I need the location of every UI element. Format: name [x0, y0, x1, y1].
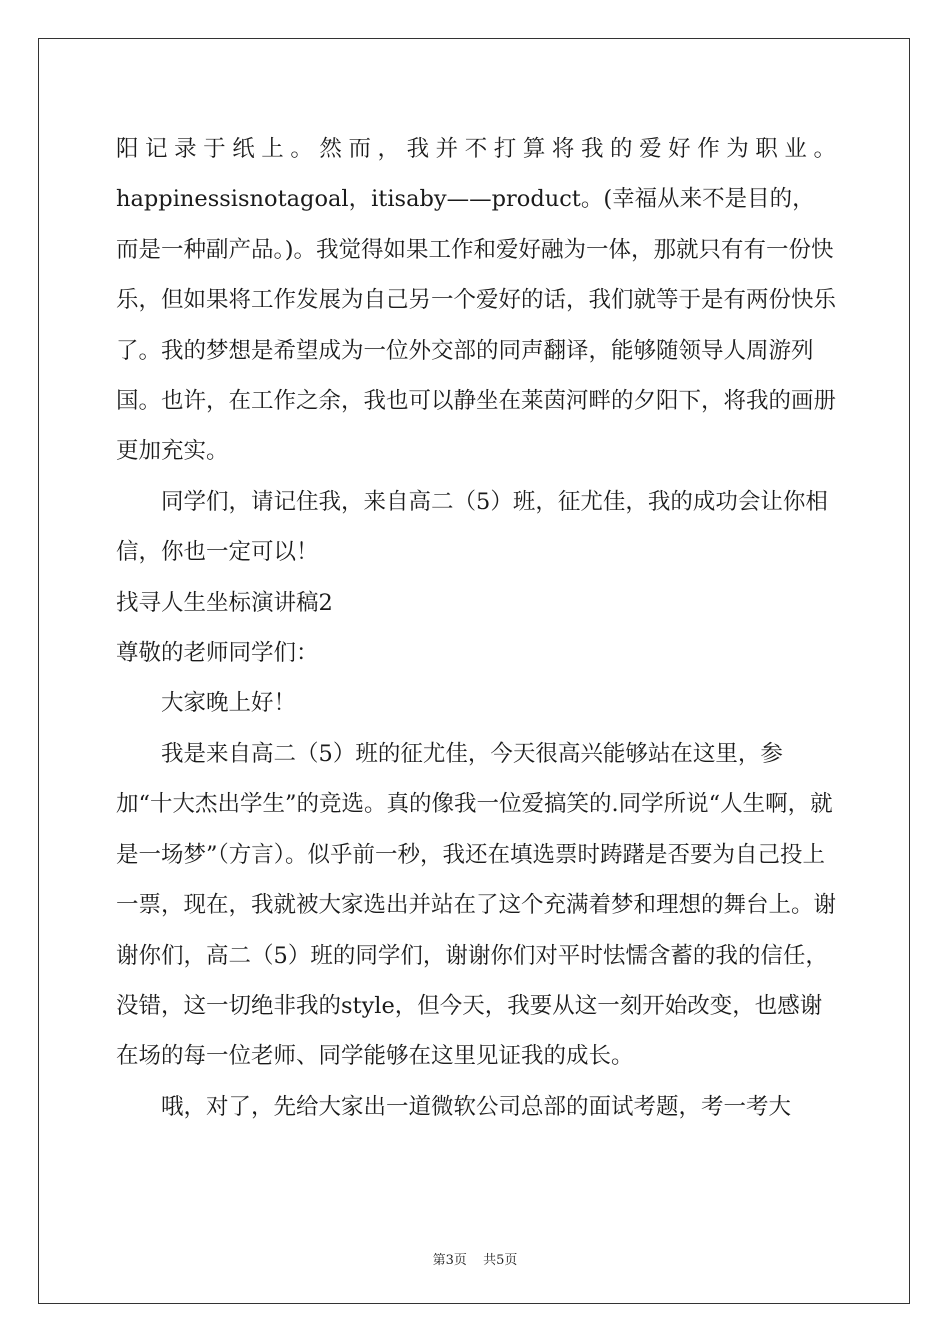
paragraph-question: 哦，对了，先给大家出一道微软公司总部的面试考题，考一考大: [161, 1093, 792, 1120]
section-title: 找寻人生坐标演讲稿2: [116, 589, 333, 616]
paragraph-closing: 同学们，请记住我，来自高二（5）班，征尤佳，我的成功会让你相信，你也一定可以！: [116, 488, 828, 566]
document-body: [116, 124, 836, 1132]
paragraph-introduction: 我是来自高二（5）班的征尤佳，今天很高兴能够站在这里，参加“十大杰出学生”的竞选。真的像我一位爱搞笑的.同学所说“人生啊，就是一场梦”（方言）。似乎前一秒，我还在填选票时踌躇是否要为自己投上一票，现在，我就被大家选出并站在了这个充满着梦和理想的舞台上。谢谢你们，高二（5）班的同学们，谢谢你们对平时怯懦含蓄的我的信任，没错，这一切绝非我的style，但今天，我要从这一刻开始改变，也感谢在场的每一位老师、同学能够在这里见证我的成长。: [116, 740, 837, 1070]
salutation: 尊敬的老师同学们：: [116, 640, 319, 667]
paragraph-english-quote: happinessisnotagoal，itisaby——product。(幸福从来不是目的，而是一种副产品。)。我觉得如果工作和爱好融为一体，那就只有有一份快乐，但如果将工作发展为自己另一个爱好的话，我们就等于是有两份快乐了。我的梦想是希望成为一位外交部的同声翻译，能够随领导人周游列国。也许，在工作之余，我也可以静坐在莱茵河畔的夕阳下，将我的画册更加充实。: [116, 186, 837, 465]
page-footer: [0, 1249, 950, 1268]
paragraph-continued: 阳记录于纸上。然而，我并不打算将我的爱好作为职业。: [116, 136, 836, 162]
page-number: 第3页: [432, 1253, 467, 1268]
page-total: 共5页: [483, 1253, 518, 1268]
greeting: 大家晚上好！: [161, 690, 297, 717]
